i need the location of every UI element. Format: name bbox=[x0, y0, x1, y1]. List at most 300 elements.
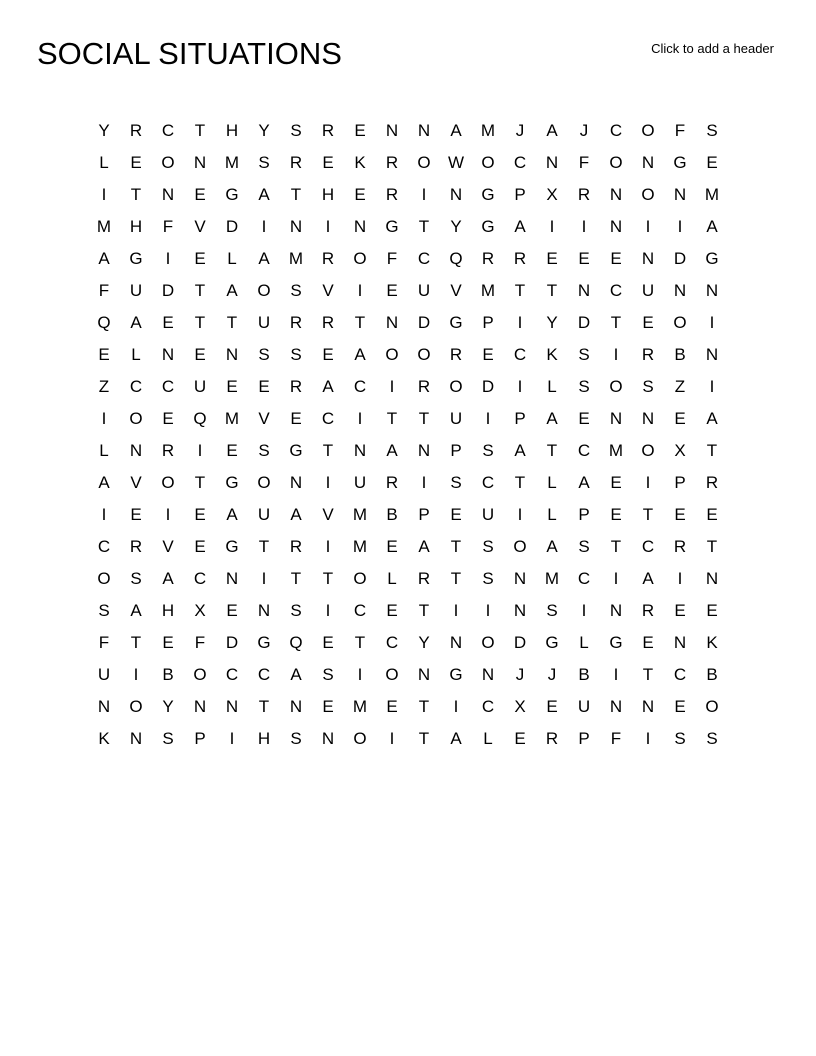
grid-letter: N bbox=[609, 601, 623, 620]
grid-letter: N bbox=[705, 281, 719, 300]
grid-letter: E bbox=[706, 601, 718, 620]
grid-letter: S bbox=[290, 729, 302, 748]
grid-letter: V bbox=[450, 281, 462, 300]
grid-letter: P bbox=[450, 441, 462, 460]
grid-letter: N bbox=[289, 217, 303, 236]
grid-letter: T bbox=[450, 569, 462, 588]
grid-letter: R bbox=[321, 121, 335, 140]
grid-letter: X bbox=[674, 441, 686, 460]
grid-letter: T bbox=[642, 665, 654, 684]
grid-letter: C bbox=[577, 441, 591, 460]
grid-letter: F bbox=[674, 121, 686, 140]
grid-letter: Q bbox=[289, 633, 303, 652]
grid-letter: E bbox=[610, 473, 622, 492]
grid-letter: O bbox=[161, 153, 175, 172]
grid-letter: V bbox=[194, 217, 206, 236]
grid-letter: L bbox=[131, 345, 141, 364]
grid-letter: N bbox=[385, 313, 399, 332]
grid-letter: E bbox=[130, 505, 142, 524]
grid-letter: K bbox=[354, 153, 366, 172]
grid-letter: N bbox=[225, 697, 239, 716]
grid-letter: U bbox=[449, 409, 463, 428]
grid-letter: E bbox=[642, 313, 654, 332]
grid-letter: E bbox=[482, 345, 494, 364]
grid-letter: E bbox=[546, 697, 558, 716]
grid-letter: J bbox=[547, 665, 557, 684]
grid-letter: K bbox=[98, 729, 110, 748]
grid-letter: E bbox=[194, 505, 206, 524]
grid-letter: U bbox=[257, 313, 271, 332]
grid-letter: U bbox=[577, 697, 591, 716]
grid-letter: T bbox=[514, 281, 526, 300]
grid-letter: T bbox=[194, 313, 206, 332]
grid-letter: A bbox=[290, 505, 302, 524]
grid-letter: I bbox=[645, 473, 651, 492]
grid-letter: E bbox=[322, 633, 334, 652]
grid-letter: E bbox=[386, 537, 398, 556]
grid-letter: S bbox=[482, 569, 494, 588]
grid-letter: T bbox=[322, 441, 334, 460]
grid-letter: R bbox=[385, 153, 399, 172]
grid-letter: O bbox=[193, 665, 207, 684]
grid-letter: E bbox=[610, 505, 622, 524]
grid-letter: I bbox=[421, 185, 427, 204]
grid-letter: Z bbox=[674, 377, 686, 396]
grid-letter: H bbox=[129, 217, 143, 236]
grid-letter: N bbox=[705, 345, 719, 364]
grid-letter: A bbox=[98, 473, 110, 492]
grid-letter: I bbox=[357, 665, 363, 684]
grid-letter: U bbox=[193, 377, 207, 396]
grid-letter: R bbox=[449, 345, 463, 364]
grid-letter: N bbox=[193, 153, 207, 172]
grid-letter: H bbox=[257, 729, 271, 748]
grid-letter: S bbox=[674, 729, 686, 748]
grid-letter: I bbox=[517, 377, 523, 396]
grid-letter: O bbox=[161, 473, 175, 492]
grid-letter: R bbox=[705, 473, 719, 492]
grid-letter: O bbox=[705, 697, 719, 716]
header-placeholder[interactable]: Click to add a header bbox=[651, 41, 774, 56]
grid-letter: E bbox=[226, 601, 238, 620]
grid-letter: G bbox=[449, 665, 463, 684]
grid-letter: N bbox=[417, 121, 431, 140]
grid-letter: Y bbox=[98, 121, 110, 140]
grid-letter: U bbox=[353, 473, 367, 492]
grid-letter: N bbox=[513, 569, 527, 588]
grid-letter: O bbox=[385, 665, 399, 684]
grid-letter: E bbox=[674, 697, 686, 716]
grid-letter: J bbox=[579, 121, 589, 140]
grid-letter: E bbox=[450, 505, 462, 524]
word-search-grid bbox=[88, 115, 728, 755]
grid-letter: X bbox=[546, 185, 558, 204]
grid-letter: I bbox=[325, 537, 331, 556]
grid-letter: U bbox=[257, 505, 271, 524]
grid-letter: D bbox=[161, 281, 175, 300]
grid-letter: M bbox=[96, 217, 112, 236]
grid-letter: I bbox=[389, 729, 395, 748]
grid-letter: E bbox=[386, 697, 398, 716]
grid-letter: N bbox=[129, 729, 143, 748]
grid-letter: R bbox=[289, 377, 303, 396]
grid-letter: O bbox=[385, 345, 399, 364]
grid-letter: A bbox=[418, 537, 430, 556]
grid-letter: R bbox=[481, 249, 495, 268]
grid-letter: K bbox=[546, 345, 558, 364]
grid-letter: I bbox=[613, 345, 619, 364]
grid-letter: O bbox=[641, 185, 655, 204]
grid-letter: Q bbox=[193, 409, 207, 428]
grid-letter: E bbox=[546, 249, 558, 268]
grid-letter: I bbox=[645, 217, 651, 236]
grid-letter: C bbox=[257, 665, 271, 684]
grid-letter: V bbox=[322, 281, 334, 300]
grid-letter: S bbox=[322, 665, 334, 684]
grid-letter: O bbox=[513, 537, 527, 556]
grid-letter: T bbox=[418, 217, 430, 236]
grid-letter: B bbox=[386, 505, 398, 524]
grid-letter: S bbox=[290, 345, 302, 364]
grid-letter: C bbox=[321, 409, 335, 428]
grid-letter: O bbox=[673, 313, 687, 332]
grid-letter: F bbox=[98, 633, 110, 652]
grid-letter: J bbox=[515, 665, 525, 684]
grid-letter: F bbox=[610, 729, 622, 748]
grid-letter: G bbox=[449, 313, 463, 332]
grid-letter: A bbox=[450, 121, 462, 140]
grid-letter: E bbox=[610, 249, 622, 268]
grid-letter: D bbox=[577, 313, 591, 332]
grid-letter: C bbox=[385, 633, 399, 652]
grid-letter: N bbox=[449, 633, 463, 652]
grid-letter: A bbox=[386, 441, 398, 460]
grid-letter: A bbox=[130, 601, 142, 620]
grid-letter: S bbox=[258, 345, 270, 364]
grid-letter: C bbox=[513, 153, 527, 172]
grid-letter: C bbox=[225, 665, 239, 684]
grid-letter: E bbox=[706, 153, 718, 172]
grid-letter: R bbox=[321, 249, 335, 268]
grid-letter: C bbox=[417, 249, 431, 268]
grid-letter: P bbox=[418, 505, 430, 524]
grid-letter: E bbox=[386, 601, 398, 620]
grid-letter: H bbox=[321, 185, 335, 204]
grid-letter: N bbox=[641, 249, 655, 268]
grid-letter: R bbox=[289, 537, 303, 556]
grid-letter: O bbox=[97, 569, 111, 588]
grid-letter: N bbox=[289, 697, 303, 716]
grid-letter: E bbox=[706, 505, 718, 524]
grid-letter: A bbox=[546, 121, 558, 140]
grid-letter: E bbox=[162, 313, 174, 332]
grid-letter: S bbox=[546, 601, 558, 620]
grid-letter: F bbox=[578, 153, 590, 172]
grid-letter: I bbox=[133, 665, 139, 684]
grid-letter: C bbox=[353, 601, 367, 620]
grid-letter: E bbox=[354, 185, 366, 204]
grid-letter: N bbox=[641, 409, 655, 428]
grid-letter: V bbox=[258, 409, 270, 428]
grid-letter: S bbox=[450, 473, 462, 492]
grid-letter: P bbox=[514, 409, 526, 428]
grid-letter: O bbox=[417, 153, 431, 172]
grid-letter: C bbox=[641, 537, 655, 556]
grid-letter: S bbox=[258, 441, 270, 460]
grid-letter: T bbox=[642, 505, 654, 524]
grid-letter: S bbox=[578, 537, 590, 556]
grid-letter: P bbox=[194, 729, 206, 748]
grid-letter: M bbox=[352, 537, 368, 556]
grid-letter: E bbox=[674, 601, 686, 620]
grid-letter: V bbox=[162, 537, 174, 556]
grid-letter: N bbox=[449, 185, 463, 204]
grid-letter: O bbox=[129, 409, 143, 428]
grid-letter: O bbox=[481, 153, 495, 172]
grid-letter: T bbox=[290, 185, 302, 204]
grid-letter: N bbox=[129, 441, 143, 460]
grid-letter: E bbox=[194, 185, 206, 204]
grid-letter: T bbox=[546, 281, 558, 300]
grid-letter: A bbox=[354, 345, 366, 364]
grid-letter: G bbox=[609, 633, 623, 652]
grid-letter: N bbox=[481, 665, 495, 684]
grid-letter: N bbox=[673, 185, 687, 204]
grid-letter: E bbox=[290, 409, 302, 428]
grid-letter: T bbox=[418, 409, 430, 428]
grid-letter: I bbox=[485, 601, 491, 620]
grid-letter: M bbox=[352, 505, 368, 524]
grid-letter: T bbox=[354, 313, 366, 332]
grid-letter: S bbox=[162, 729, 174, 748]
grid-letter: U bbox=[417, 281, 431, 300]
grid-letter: R bbox=[673, 537, 687, 556]
grid-letter: S bbox=[290, 121, 302, 140]
grid-letter: T bbox=[194, 281, 206, 300]
grid-letter: I bbox=[677, 569, 683, 588]
grid-letter: I bbox=[165, 249, 171, 268]
grid-letter: F bbox=[386, 249, 398, 268]
grid-letter: T bbox=[450, 537, 462, 556]
grid-letter: I bbox=[357, 281, 363, 300]
grid-letter: I bbox=[165, 505, 171, 524]
grid-letter: C bbox=[577, 569, 591, 588]
grid-letter: M bbox=[480, 121, 496, 140]
grid-letter: X bbox=[514, 697, 526, 716]
grid-letter: V bbox=[130, 473, 142, 492]
grid-letter: G bbox=[129, 249, 143, 268]
grid-letter: A bbox=[258, 249, 270, 268]
grid-letter: O bbox=[609, 377, 623, 396]
grid-letter: N bbox=[513, 601, 527, 620]
grid-letter: O bbox=[353, 569, 367, 588]
grid-letter: C bbox=[129, 377, 143, 396]
grid-letter: I bbox=[613, 569, 619, 588]
grid-letter: E bbox=[322, 697, 334, 716]
grid-letter: T bbox=[706, 441, 718, 460]
grid-letter: L bbox=[547, 377, 557, 396]
grid-letter: N bbox=[609, 185, 623, 204]
grid-letter: T bbox=[546, 441, 558, 460]
grid-letter: A bbox=[514, 441, 526, 460]
grid-letter: S bbox=[482, 441, 494, 460]
grid-letter: E bbox=[194, 249, 206, 268]
grid-letter: D bbox=[481, 377, 495, 396]
grid-letter: N bbox=[161, 185, 175, 204]
grid-letter: R bbox=[321, 313, 335, 332]
grid-letter: P bbox=[482, 313, 494, 332]
grid-letter: O bbox=[257, 473, 271, 492]
grid-letter: A bbox=[226, 281, 238, 300]
grid-letter: I bbox=[709, 377, 715, 396]
grid-letter: I bbox=[101, 505, 107, 524]
grid-letter: F bbox=[194, 633, 206, 652]
grid-letter: U bbox=[97, 665, 111, 684]
grid-letter: C bbox=[161, 377, 175, 396]
grid-letter: E bbox=[194, 345, 206, 364]
grid-letter: I bbox=[581, 217, 587, 236]
grid-letter: I bbox=[581, 601, 587, 620]
grid-letter: I bbox=[101, 185, 107, 204]
grid-letter: I bbox=[421, 473, 427, 492]
page-title: SOCIAL SITUATIONS bbox=[37, 36, 342, 71]
grid-letter: S bbox=[578, 345, 590, 364]
grid-letter: T bbox=[354, 633, 366, 652]
grid-letter: G bbox=[225, 185, 239, 204]
grid-letter: O bbox=[353, 729, 367, 748]
grid-letter: M bbox=[704, 185, 720, 204]
grid-letter: M bbox=[224, 153, 240, 172]
grid-letter: O bbox=[641, 121, 655, 140]
grid-letter: T bbox=[130, 633, 142, 652]
grid-letter: C bbox=[161, 121, 175, 140]
grid-letter: E bbox=[322, 345, 334, 364]
grid-letter: X bbox=[194, 601, 206, 620]
grid-letter: C bbox=[481, 473, 495, 492]
grid-letter: E bbox=[98, 345, 110, 364]
grid-letter: E bbox=[162, 409, 174, 428]
grid-letter: G bbox=[257, 633, 271, 652]
grid-letter: O bbox=[257, 281, 271, 300]
grid-letter: N bbox=[321, 729, 335, 748]
grid-letter: N bbox=[97, 697, 111, 716]
grid-letter: F bbox=[98, 281, 110, 300]
grid-letter: A bbox=[258, 185, 270, 204]
grid-letter: T bbox=[610, 537, 622, 556]
grid-letter: A bbox=[98, 249, 110, 268]
grid-letter: Q bbox=[449, 249, 463, 268]
grid-letter: M bbox=[480, 281, 496, 300]
grid-letter: I bbox=[645, 729, 651, 748]
grid-letter: N bbox=[673, 281, 687, 300]
grid-letter: T bbox=[322, 569, 334, 588]
grid-letter: O bbox=[449, 377, 463, 396]
grid-letter: E bbox=[226, 441, 238, 460]
grid-letter: A bbox=[162, 569, 174, 588]
grid-letter: G bbox=[385, 217, 399, 236]
grid-letter: T bbox=[290, 569, 302, 588]
grid-letter: T bbox=[610, 313, 622, 332]
grid-letter: A bbox=[322, 377, 334, 396]
grid-letter: D bbox=[673, 249, 687, 268]
grid-letter: S bbox=[482, 537, 494, 556]
grid-letter: N bbox=[417, 665, 431, 684]
grid-letter: G bbox=[225, 473, 239, 492]
grid-letter: E bbox=[162, 633, 174, 652]
grid-letter: B bbox=[578, 665, 590, 684]
grid-letter: D bbox=[225, 633, 239, 652]
grid-letter: Y bbox=[450, 217, 462, 236]
grid-letter: N bbox=[609, 409, 623, 428]
grid-letter: C bbox=[513, 345, 527, 364]
grid-letter: I bbox=[677, 217, 683, 236]
grid-letter: O bbox=[481, 633, 495, 652]
grid-letter: T bbox=[258, 697, 270, 716]
grid-letter: I bbox=[453, 697, 459, 716]
grid-letter: O bbox=[129, 697, 143, 716]
grid-letter: R bbox=[641, 601, 655, 620]
grid-letter: T bbox=[258, 537, 270, 556]
grid-letter: E bbox=[322, 153, 334, 172]
grid-letter: A bbox=[226, 505, 238, 524]
grid-letter: I bbox=[613, 665, 619, 684]
grid-letter: R bbox=[417, 377, 431, 396]
grid-letter: D bbox=[225, 217, 239, 236]
grid-letter: E bbox=[130, 153, 142, 172]
grid-letter: L bbox=[99, 153, 109, 172]
grid-letter: R bbox=[385, 473, 399, 492]
grid-letter: S bbox=[706, 729, 718, 748]
grid-letter: F bbox=[162, 217, 174, 236]
grid-letter: R bbox=[385, 185, 399, 204]
grid-letter: N bbox=[609, 697, 623, 716]
grid-letter: G bbox=[289, 441, 303, 460]
grid-letter: G bbox=[673, 153, 687, 172]
grid-letter: A bbox=[514, 217, 526, 236]
grid-letter: A bbox=[290, 665, 302, 684]
grid-letter: R bbox=[577, 185, 591, 204]
grid-letter: S bbox=[290, 601, 302, 620]
grid-letter: P bbox=[674, 473, 686, 492]
grid-letter: T bbox=[514, 473, 526, 492]
grid-letter: I bbox=[517, 505, 523, 524]
grid-letter: Y bbox=[258, 121, 270, 140]
grid-letter: A bbox=[546, 409, 558, 428]
grid-letter: L bbox=[579, 633, 589, 652]
grid-letter: S bbox=[706, 121, 718, 140]
grid-letter: C bbox=[193, 569, 207, 588]
grid-letter: G bbox=[545, 633, 559, 652]
grid-letter: R bbox=[289, 313, 303, 332]
grid-letter: I bbox=[453, 601, 459, 620]
grid-letter: N bbox=[289, 473, 303, 492]
grid-letter: P bbox=[514, 185, 526, 204]
grid-letter: L bbox=[547, 505, 557, 524]
grid-letter: N bbox=[161, 345, 175, 364]
grid-letter: I bbox=[197, 441, 203, 460]
grid-letter: T bbox=[130, 185, 142, 204]
grid-letter: N bbox=[225, 345, 239, 364]
grid-letter: E bbox=[226, 377, 238, 396]
grid-letter: E bbox=[674, 505, 686, 524]
grid-letter: L bbox=[483, 729, 493, 748]
grid-letter: V bbox=[322, 505, 334, 524]
grid-letter: E bbox=[194, 537, 206, 556]
grid-letter: N bbox=[257, 601, 271, 620]
grid-letter: I bbox=[357, 409, 363, 428]
grid-letter: T bbox=[418, 697, 430, 716]
grid-letter: I bbox=[325, 473, 331, 492]
